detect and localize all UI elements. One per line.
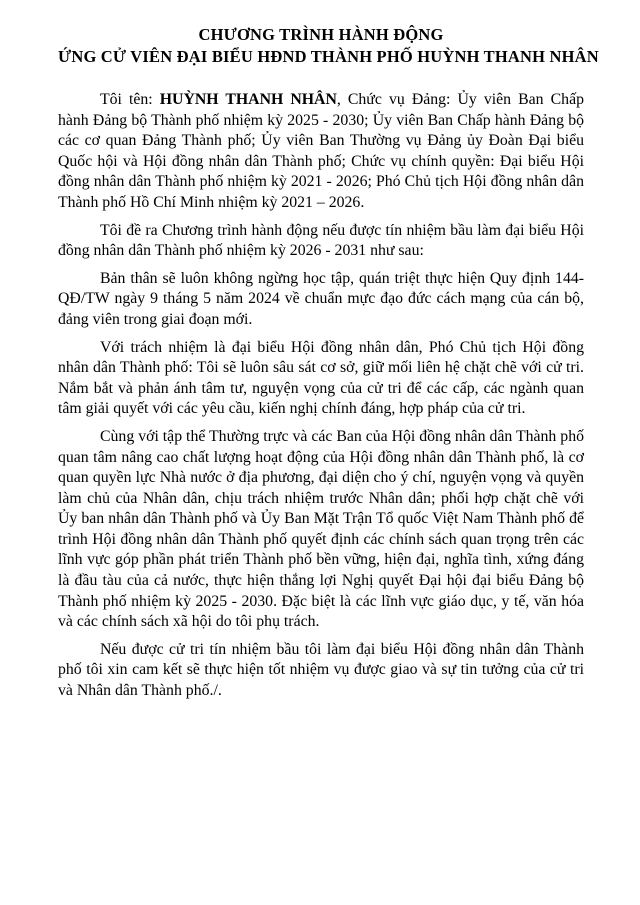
title-line-1: CHƯƠNG TRÌNH HÀNH ĐỘNG bbox=[198, 25, 444, 44]
document-body bbox=[58, 90, 584, 702]
candidate-name: HUỲNH THANH NHÂN bbox=[159, 91, 337, 108]
paragraph-commitment: Nếu được cử tri tín nhiệm bầu tôi làm đại biểu Hội đồng nhân dân Thành phố tôi xin cam kết sẽ thực hiện tốt nhiệm vụ được giao và sự tin tưởng của cử tri và Nhân dân Thành phố./. bbox=[58, 640, 584, 700]
paragraph-council-cooperation: Cùng với tập thể Thường trực và các Ban của Hội đồng nhân dân Thành phố quan tâm nâng cao chất lượng hoạt động của Hội đồng nhân dân Thành phố, là cơ quan quyền lực Nhà nước ở địa phương, đại diện cho ý chí, nguyện vọng và quyền làm chủ của Nhân dân, chịu trách nhiệm trước Nhân dân; phối hợp chặt chẽ với Ủy ban nhân dân Thành phố và Ủy Ban Mặt Trận Tổ quốc Việt Nam Thành phố để trình Hội đồng nhân dân Thành phố quyết định các chính sách quan trọng trên các lĩnh vực góp phần phát triển Thành phố bền vững, hiện đại, nghĩa tình, xứng đáng là đầu tàu của cả nước, thực hiện thắng lợi Nghị quyết Đại hội đại biểu Đảng bộ Thành phố nhiệm kỳ 2025 - 2030. Đặc biệt là các lĩnh vực giáo dục, y tế, văn hóa và các chính sách xã hội do tôi phụ trách. bbox=[58, 427, 584, 631]
document-title bbox=[58, 24, 599, 68]
paragraph-introduction bbox=[58, 90, 584, 214]
paragraph-self-improvement: Bản thân sẽ luôn không ngừng học tập, quán triệt thực hiện Quy định 144-QĐ/TW ngày 9 tháng 5 năm 2024 về chuẩn mực đạo đức cách mạng của cán bộ, đảng viên trong giai đoạn mới. bbox=[58, 269, 584, 328]
paragraph-program-statement: Tôi đề ra Chương trình hành động nếu được tín nhiệm bầu làm đại biểu Hội đồng nhân dân Thành phố nhiệm kỳ 2026 - 2031 như sau: bbox=[58, 221, 584, 260]
title-line-2: ỨNG CỬ VIÊN ĐẠI BIỂU HĐND THÀNH PHỐ HUỲNH THANH NHÂN bbox=[58, 47, 599, 66]
paragraph-voter-contact: Với trách nhiệm là đại biểu Hội đồng nhân dân, Phó Chủ tịch Hội đồng nhân dân Thành phố: Tôi sẽ luôn sâu sát cơ sở, giữ mối liên hệ chặt chẽ với cử tri. Nắm bắt và phản ánh tâm tư, nguyện vọng của cử tri để các cấp, các ngành quan tâm giải quyết với các yêu cầu, kiến nghị chính đáng, hợp pháp của cử tri. bbox=[58, 338, 584, 418]
intro-details: , Chức vụ Đảng: Ủy viên Ban Chấp hành Đảng bộ Thành phố nhiệm kỳ 2025 - 2030; Ủy viên Ban Chấp hành Đảng bộ các cơ quan Đảng Thành phố; Ủy viên Ban Thường vụ Đảng ủy Đoàn Đại biểu Quốc hội và Hội đồng nhân dân Thành phố; Chức vụ chính quyền: Đại biểu Hội đồng nhân dân Thành phố nhiệm kỳ 2021 - 2026; Phó Chủ tịch Hội đồng nhân dân Thành phố Hồ Chí Minh nhiệm kỳ 2021 – 2026. bbox=[58, 91, 584, 211]
intro-lead: Tôi tên: bbox=[100, 91, 160, 108]
